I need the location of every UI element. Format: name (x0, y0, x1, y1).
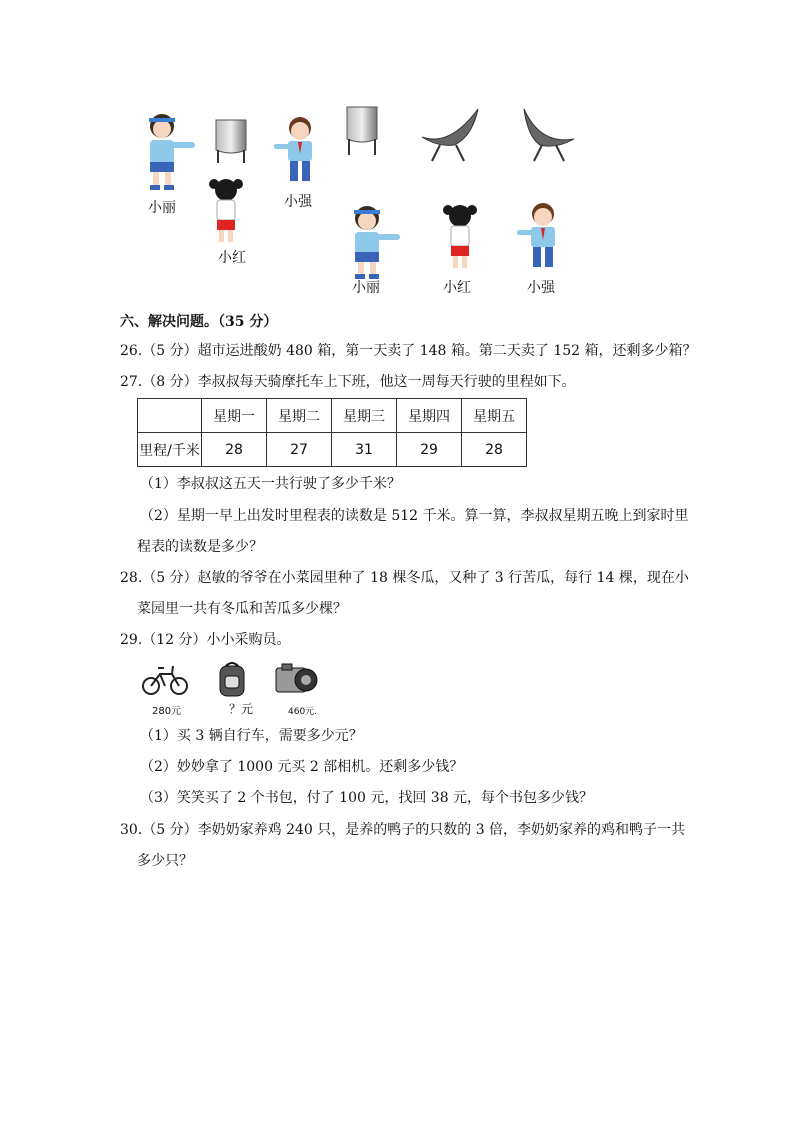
label-xiaoli-left: 小丽 (148, 200, 176, 216)
camera-icon (274, 662, 320, 696)
xiaohong-girl-figure-2 (440, 202, 480, 272)
question-28-line2: 菜园里一共有冬瓜和苦瓜多少棵？ (137, 601, 347, 617)
label-xiaohong-left: 小红 (218, 250, 246, 266)
xiaoqiang-boy-figure (272, 116, 322, 186)
xiaohong-girl-figure (206, 176, 246, 244)
table-corner-cell (138, 399, 202, 433)
question-29-sub1: （1）买 3 辆自行车，需要多少元？ (140, 728, 363, 744)
chair-front-2-icon (343, 105, 381, 157)
section-title: 六、解决问题。（35 分） (120, 314, 278, 330)
xiaoqiang-boy-figure-2 (515, 202, 565, 272)
backpack-icon (216, 660, 248, 698)
question-26: 26.（5 分）超市运进酸奶 480 箱，第一天卖了 148 箱。第二天卖了 152 箱，还剩多少箱？ (120, 343, 697, 359)
bicycle-price: 280元 (152, 706, 182, 717)
chair-front-icon (212, 118, 250, 164)
chair-side-left-icon (420, 107, 482, 163)
table-cell: 29 (397, 433, 462, 467)
question-30-line2: 多少只？ (137, 853, 193, 869)
table-row-label: 里程/千米 (138, 433, 202, 467)
backpack-price: ？元 (229, 702, 254, 716)
question-28-line1: 28.（5 分）赵敏的爷爷在小菜园里种了 18 棵冬瓜，又种了 3 行苦瓜，每行 14 棵，现在小 (120, 570, 689, 586)
table-row (138, 433, 527, 467)
label-xiaohong-right: 小红 (443, 280, 471, 296)
table-header-row (138, 399, 527, 433)
table-header-cell: 星期三 (332, 399, 397, 433)
table-cell: 28 (202, 433, 267, 467)
table-header-cell: 星期四 (397, 399, 462, 433)
question-29: 29.（12 分）小小采购员。 (120, 632, 291, 648)
table-cell: 31 (332, 433, 397, 467)
xiaoli-girl-figure-2 (340, 204, 402, 280)
table-header-cell: 星期二 (267, 399, 332, 433)
label-xiaoli-right: 小丽 (352, 280, 380, 296)
question-30-line1: 30.（5 分）李奶奶家养鸡 240 只，是养的鸭子的只数的 3 倍，李奶奶家养的鸡和鸭子一共 (120, 822, 686, 838)
mileage-table (137, 398, 527, 467)
question-27-sub2-line2: 程表的读数是多少？ (137, 539, 263, 555)
bicycle-icon (140, 660, 190, 696)
xiaoli-girl-figure (135, 112, 197, 192)
label-xiaoqiang-right: 小强 (527, 280, 555, 296)
question-29-sub3: （3）笑笑买了 2 个书包，付了 100 元，找回 38 元，每个书包多少钱？ (140, 790, 594, 806)
question-27: 27.（8 分）李叔叔每天骑摩托车上下班，他这一周每天行驶的里程如下。 (120, 374, 576, 390)
table-header-cell: 星期一 (202, 399, 267, 433)
question-29-sub2: （2）妙妙拿了 1000 元买 2 部相机。还剩多少钱？ (140, 759, 464, 775)
question-27-sub1: （1）李叔叔这五天一共行驶了多少千米？ (140, 476, 401, 492)
camera-price: 460元. (288, 707, 318, 717)
table-cell: 27 (267, 433, 332, 467)
chair-side-right-icon (520, 107, 576, 163)
label-xiaoqiang-left: 小强 (284, 194, 312, 210)
question-27-sub2-line1: （2）星期一早上出发时里程表的读数是 512 千米。算一算，李叔叔星期五晚上到家时里 (140, 508, 689, 524)
table-cell: 28 (462, 433, 527, 467)
table-header-cell: 星期五 (462, 399, 527, 433)
